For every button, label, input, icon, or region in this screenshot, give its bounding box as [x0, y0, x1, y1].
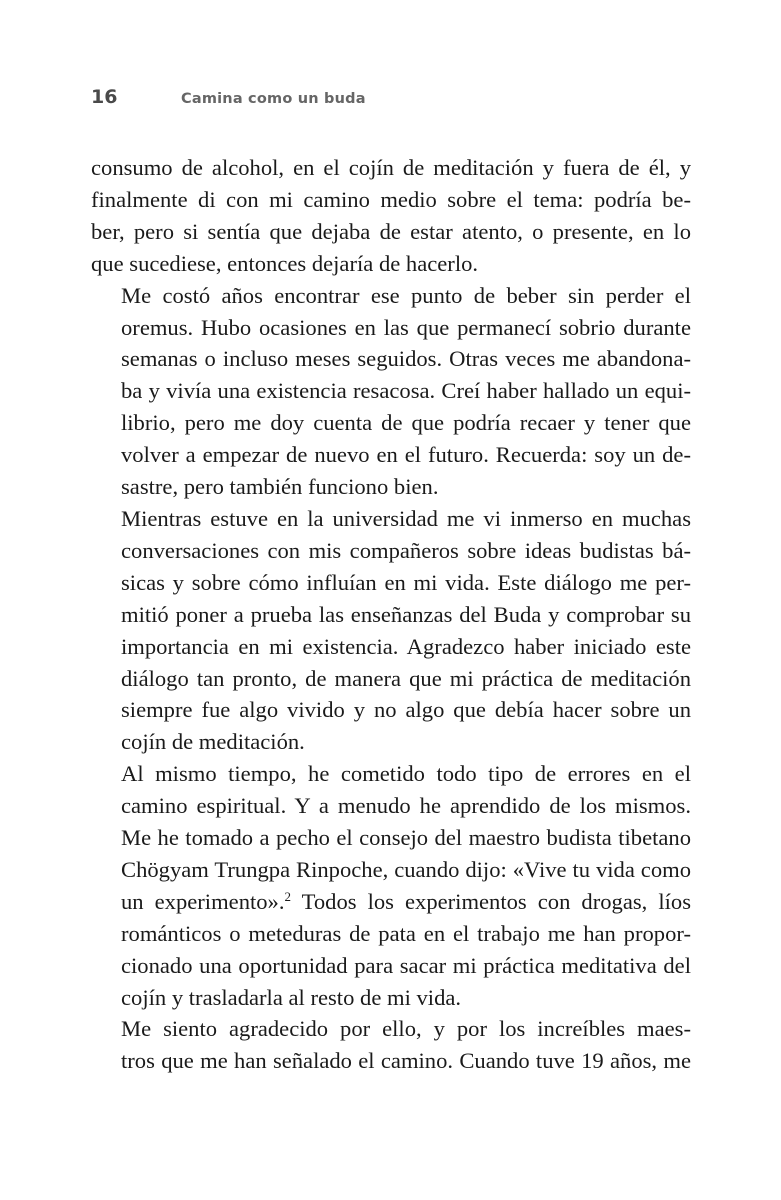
text-line: cojín y trasladarla al resto de mi vida. [121, 984, 462, 1010]
text-line: semanas o incluso meses seguidos. Otras veces me abandona- [121, 346, 691, 372]
text-line: camino espiritual. Y a menudo he aprendido de los mismos. [121, 793, 691, 819]
text-line: Me he tomado a pecho el consejo del maestro budista tibetano [121, 825, 691, 851]
text-segment: un experimento». [121, 888, 285, 914]
running-header [91, 86, 691, 112]
text-line: sastre, pero también funciono bien. [121, 474, 439, 500]
text-line: conversaciones con mis compañeros sobre ideas budistas bá- [121, 537, 691, 563]
book-title: Camina como un buda [181, 91, 366, 107]
text-line: mitió poner a prueba las enseñanzas del Buda y comprobar su [121, 601, 691, 627]
text-segment: Todos los experimentos con drogas, líos [291, 888, 691, 914]
paragraph [91, 280, 691, 503]
paragraph [91, 1013, 691, 1077]
paragraph [91, 758, 691, 1013]
text-line: finalmente di con mi camino medio sobre el tema: podría be- [91, 186, 691, 212]
text-line: Al mismo tiempo, he cometido todo tipo de errores en el [121, 761, 691, 787]
text-line: Mientras estuve en la universidad me vi inmerso en muchas [121, 505, 691, 531]
footnote-marker[interactable]: 2 [284, 888, 292, 904]
text-line: consumo de alcohol, en el cojín de meditación y fuera de él, y [91, 155, 691, 180]
text-line: siempre fue algo vivido y no algo que debía hacer sobre un [121, 697, 691, 723]
text-line: que sucediese, entonces dejaría de hacerlo. [91, 250, 479, 276]
text-line: Me siento agradecido por ello, y por los increíbles maes- [121, 1016, 691, 1042]
text-line: cionado una oportunidad para sacar mi práctica meditativa del [121, 952, 691, 978]
text-line: sicas y sobre cómo influían en mi vida. Este diálogo me per- [121, 569, 691, 595]
body-text [91, 152, 691, 1077]
text-line: librio, pero me doy cuenta de que podría recaer y tener que [121, 410, 691, 436]
text-line: volver a empezar de nuevo en el futuro. Recuerda: soy un de- [121, 442, 691, 468]
text-line: románticos o meteduras de pata en el trabajo me han propor- [121, 920, 691, 946]
paragraph [91, 152, 691, 280]
text-line: ber, pero si sentía que dejaba de estar atento, o presente, en lo [91, 218, 691, 244]
page-number: 16 [91, 86, 118, 108]
text-line [91, 886, 691, 918]
paragraph [91, 503, 691, 758]
text-line: cojín de meditación. [121, 729, 305, 755]
text-line: Me costó años encontrar ese punto de beber sin perder el [121, 282, 691, 308]
text-line: oremus. Hubo ocasiones en las que permanecí sobrio durante [121, 314, 691, 340]
text-line: importancia en mi existencia. Agradezco haber iniciado este [121, 633, 691, 659]
text-line: Chögyam Trungpa Rinpoche, cuando dijo: «Vive tu vida como [121, 856, 691, 882]
text-line: ba y vivía una existencia resacosa. Creí haber hallado un equi- [121, 378, 691, 404]
text-line: tros que me han señalado el camino. Cuando tuve 19 años, me [121, 1048, 691, 1074]
text-line: diálogo tan pronto, de manera que mi práctica de meditación [121, 665, 691, 691]
